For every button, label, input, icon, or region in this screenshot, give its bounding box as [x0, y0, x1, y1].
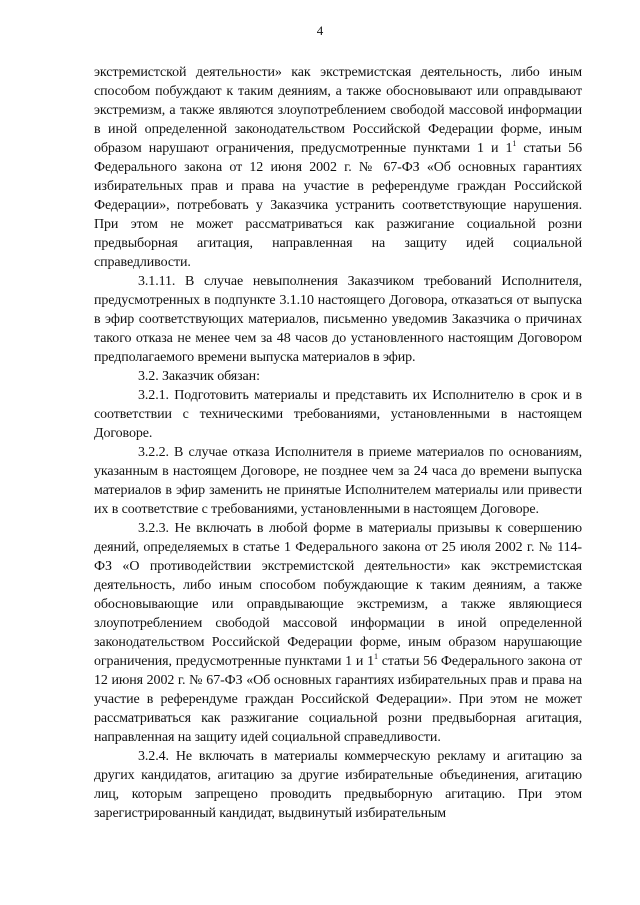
- superscript-1: 1: [512, 139, 517, 148]
- paragraph-3-2-2: 3.2.2. В случае отказа Исполнителя в приеме материалов по основаниям, указанным в настоящем Договоре, не позднее чем за 24 часа до времени выпуска материалов в эфир заменить не принятые Исполнителем материалы или привести их в соответствие с требованиями, установленными в настоящем Договоре.: [94, 445, 582, 517]
- paragraph-continuation-text-b: статьи 56 Федерального закона от 12 июня 2002 г. № 67-ФЗ «Об основных гарантиях избирательных прав и права на участие в референдуме граждан Российской Федерации», потребовать у Заказчика устранить соответствующие нарушения. При этом не может рассматриваться как разжигание социальной розни предвыборная агитация, направленная на защиту идей социальной справедливости.: [94, 141, 582, 270]
- paragraph-continuation: [94, 63, 582, 272]
- paragraph-3-2-3: [94, 519, 582, 747]
- page-number: 4: [316, 23, 324, 38]
- document-body: [94, 63, 582, 823]
- paragraph-3-1-11: 3.1.11. В случае невыполнения Заказчиком требований Исполнителя, предусмотренных в подпункте 3.1.10 настоящего Договора, отказаться от выпуска в эфир соответствующих материалов, письменно уведомив Заказчика о причинах такого отказа не менее чем за 48 часов до установленного настоящим Договором предполагаемого времени выпуска материалов в эфир.: [94, 274, 582, 365]
- paragraph-3-2-1: 3.2.1. Подготовить материалы и представить их Исполнителю в срок и в соответствии с техническими требованиями, установленными в настоящем Договоре.: [94, 388, 582, 441]
- paragraph-3-2: 3.2. Заказчик обязан:: [138, 369, 260, 384]
- superscript-1: 1: [373, 652, 378, 661]
- paragraph-continuation-text-a: экстремистской деятельности» как экстремистская деятельность, либо иным способом побуждают к таким деяниям, а также обосновывают или оправдывают экстремизм, а также являются злоупотреблением свободой массовой информации в иной определенной законодательством Российской Федерации форме, иным образом нарушают ограничения, предусмотренные пунктами 1 и 1: [94, 65, 582, 156]
- paragraph-3-2-3-text-b: статьи 56 Федерального закона от 12 июня 2002 г. № 67-ФЗ «Об основных гарантиях избирательных прав и права на участие в референдуме граждан Российской Федерации». При этом не может рассматриваться как разжигание социальной розни предвыборная агитация, направленная на защиту идей социальной справедливости.: [94, 654, 582, 745]
- paragraph-3-2-3-text-a: 3.2.3. Не включать в любой форме в материалы призывы к совершению деяний, определяемых в статье 1 Федерального закона от 25 июля 2002 г. № 114-ФЗ «О противодействии экстремистской деятельности» как экстремистская деятельность, либо иным способом побуждающие к таким деяниям, а также обосновывающие или оправдывающие экстремизм, а также являющиеся злоупотреблением свободой массовой информации в иной определенной законодательством Российской Федерации форме, иным образом нарушающие ограничения, предусмотренные пунктами 1 и 1: [94, 521, 582, 669]
- paragraph-3-2-4: 3.2.4. Не включать в материалы коммерческую рекламу и агитацию за других кандидатов, агитацию за другие избирательные объединения, агитацию лиц, которым запрещено проводить предвыборную агитацию. При этом зарегистрированный кандидат, выдвинутый избирательным: [94, 749, 582, 821]
